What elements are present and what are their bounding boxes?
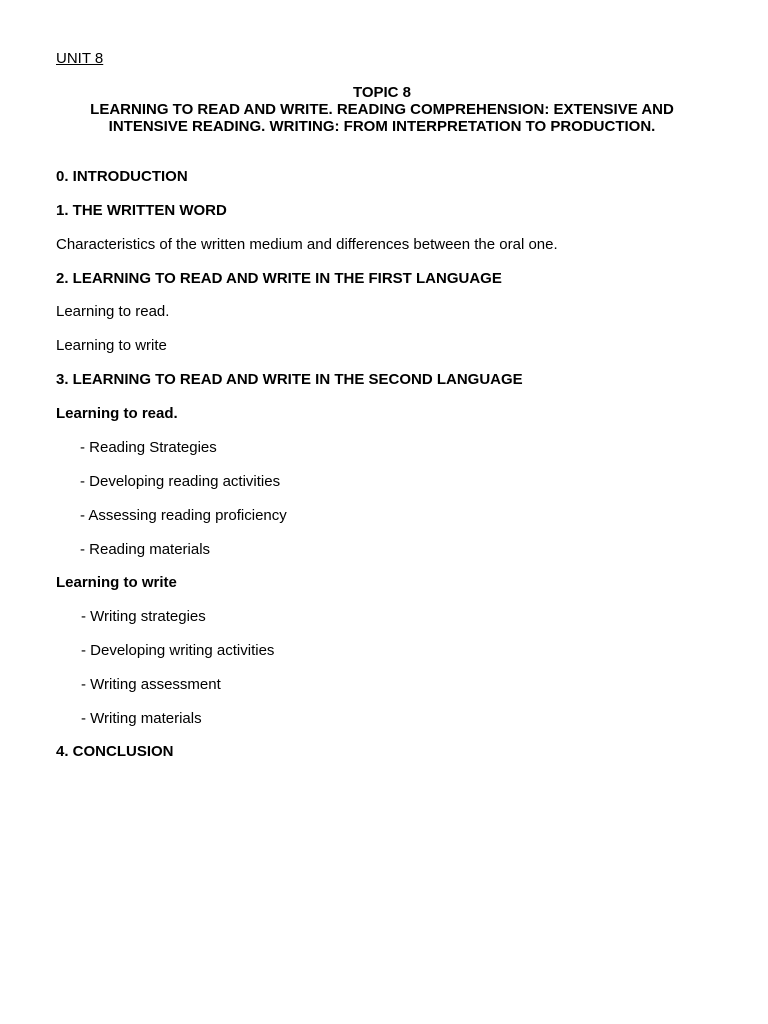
reading-item: - Assessing reading proficiency — [80, 507, 287, 524]
first-language-read: Learning to read. — [56, 303, 170, 320]
title-line-1: LEARNING TO READ AND WRITE. READING COMPREHENSION: EXTENSIVE AND — [90, 101, 674, 118]
writing-item: - Writing assessment — [81, 676, 221, 693]
unit-label: UNIT 8 — [56, 50, 104, 67]
written-word-text: Characteristics of the written medium and differences between the oral one. — [56, 236, 558, 253]
heading-first-language: 2. LEARNING TO READ AND WRITE IN THE FIRST LANGUAGE — [56, 270, 502, 287]
heading-conclusion: 4. CONCLUSION — [56, 743, 174, 760]
reading-item: - Reading Strategies — [80, 439, 217, 456]
heading-introduction: 0. INTRODUCTION — [56, 168, 188, 185]
reading-item: - Reading materials — [80, 541, 211, 558]
first-language-write: Learning to write — [56, 337, 167, 354]
second-language-write: Learning to write — [56, 574, 177, 591]
heading-written-word: 1. THE WRITTEN WORD — [56, 202, 227, 219]
writing-item: - Developing writing activities — [81, 642, 275, 659]
topic-label: TOPIC 8 — [352, 84, 412, 101]
writing-item: - Writing strategies — [81, 608, 206, 625]
writing-item: - Writing materials — [81, 710, 202, 727]
heading-second-language: 3. LEARNING TO READ AND WRITE IN THE SECOND LANGUAGE — [56, 371, 523, 388]
title-line-2: INTENSIVE READING. WRITING: FROM INTERPRETATION TO PRODUCTION. — [108, 118, 656, 135]
second-language-read: Learning to read. — [56, 405, 178, 422]
reading-item: - Developing reading activities — [80, 473, 281, 490]
